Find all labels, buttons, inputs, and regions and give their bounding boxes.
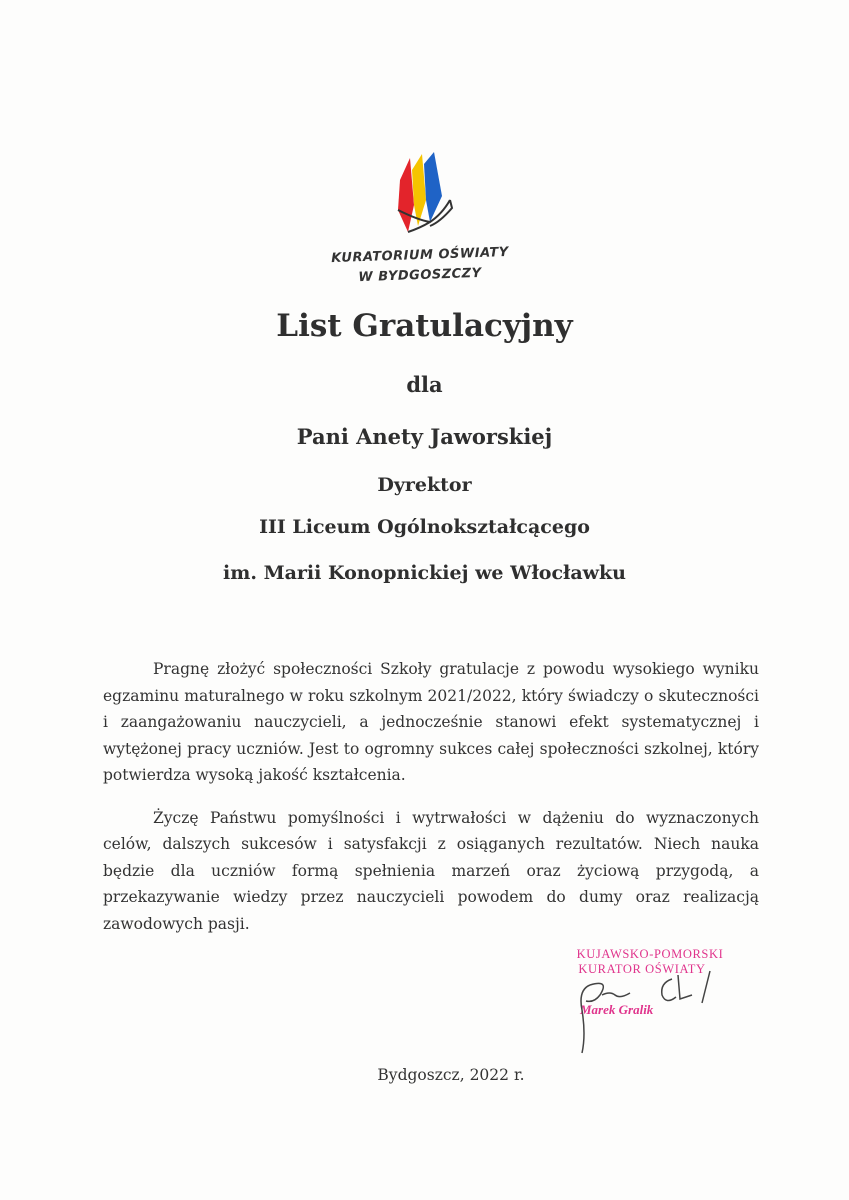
stamp-line-2: KURATOR OŚWIATY [578,962,706,976]
recipient-role: Dyrektor [377,474,472,496]
page-title: List Gratulacyjny [276,308,573,344]
school-name-line-1: III Liceum Ogólnokształcącego [259,516,590,538]
letter-body [103,656,759,953]
place-date: Bydgoszcz, 2022 r. [377,1066,525,1084]
logo-line-2: W BYDGOSZCZY [358,265,482,286]
paragraph-1: Pragnę złożyć społeczności Szkoły gratulacje z powodu wysokiego wyniku egzaminu maturalnego w roku szkolnym 2021/2022, który świadczy o skuteczności i zaangażowaniu nauczycieli, a jednocześnie stanowi efekt systematycznej i wytężonej pracy uczniów. Jest to ogromny sukces całej społeczności szkolnej, który potwierdza wysoką jakość kształcenia. [103,660,759,784]
book-ribbon-logo-icon [390,150,460,240]
logo-wordmark [330,246,510,286]
logo-line-1: KURATORIUM OŚWIATY [331,244,509,267]
for-label: dla [406,372,443,397]
stamp-name: Marek Gralik [580,1002,654,1017]
handwritten-signature-icon [560,965,730,1055]
recipient-name: Pani Anety Jaworskiej [296,424,553,449]
paragraph-2: Życzę Państwu pomyślności i wytrwałości w dążeniu do wyznaczonych celów, dalszych sukcesów i satysfakcji z osiąganych rezultatów. Niech nauka będzie dla uczniów formą spełnienia marzeń oraz życiową przygodą, a przekazywanie wiedzy przez nauczycieli powodem do dumy oraz realizacją zawodowych pasji. [103,808,759,933]
school-name-line-2: im. Marii Konopnickiej we Włocławku [223,562,626,584]
stamp-line-1: KUJAWSKO-POMORSKI [576,947,724,961]
